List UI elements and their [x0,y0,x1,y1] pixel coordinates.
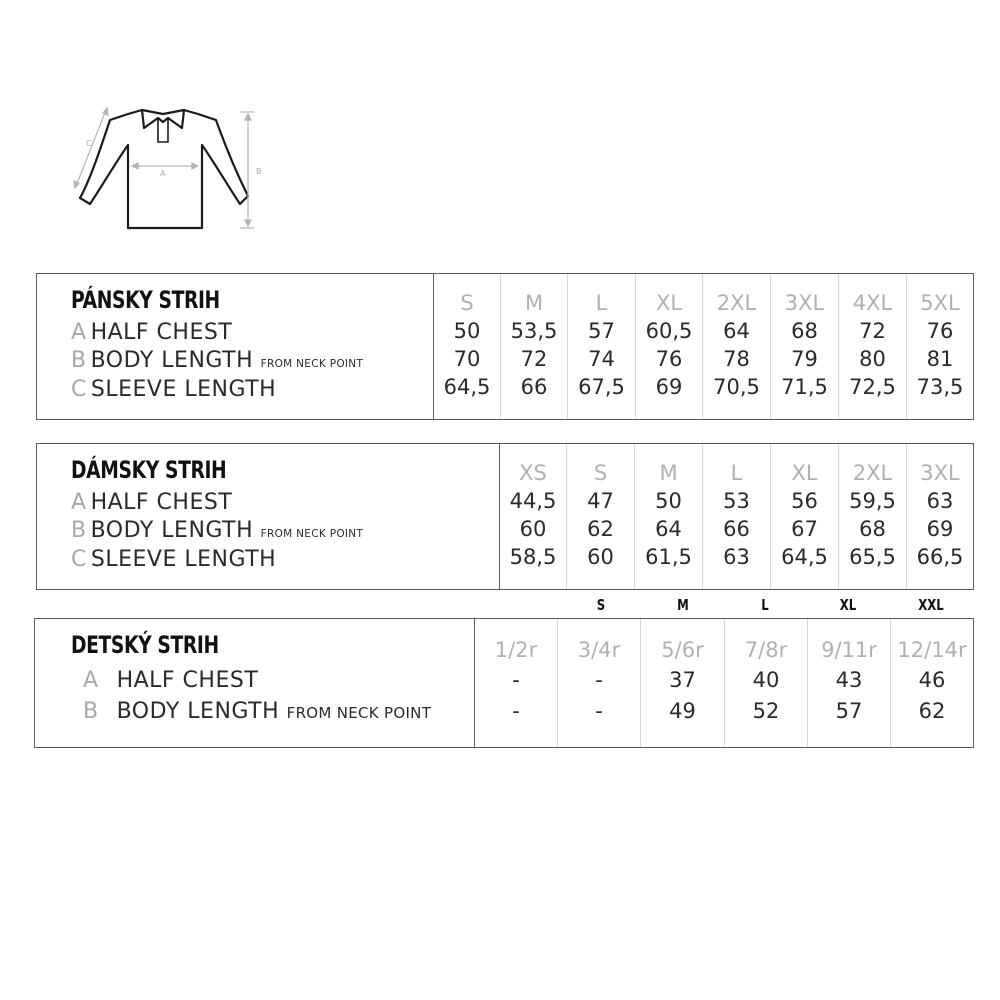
womens-body-length-value: 69 [926,517,954,541]
mens-size-column [434,274,501,419]
womens-size-column [635,444,703,589]
mens-size-header: 5XL [920,291,960,315]
mens-label-column [37,274,434,419]
womens-size-header: L [730,461,743,485]
mens-sleeve-length-value: 71,5 [781,375,828,399]
kids-half-chest-value: 40 [752,668,780,692]
mens-sleeve-length-value: 73,5 [916,375,964,399]
kids-half-chest-value: 37 [669,668,696,692]
mens-size-header: M [524,291,544,315]
womens-label-column [37,444,500,589]
mens-sleeve-length-value: 66 [520,375,548,399]
womens-size-header: XS [519,461,547,485]
kids-half-chest-value: - [512,668,520,692]
kids-size-column [725,619,808,747]
womens-size-column [567,444,635,589]
kids-alt-size-label: XXL [918,596,944,614]
kids-size-header: 5/6r [661,638,704,662]
womens-sleeve-length-value: 66,5 [916,545,964,569]
kids-half-chest-value: 43 [835,668,863,692]
mens-size-column [501,274,568,419]
kids-half-chest-value: 46 [918,668,946,692]
mens-size-column [771,274,839,419]
mens-body-length-value: 80 [859,347,886,371]
mens-body-length-value: 79 [791,347,818,371]
womens-section-title: DÁMSKY STRIH [71,456,227,484]
kids-size-header: 12/14r [897,638,967,662]
womens-body-length-value: 60 [519,517,547,541]
kids-size-header: 9/11r [821,638,877,662]
womens-body-length-value: 64 [655,517,682,541]
shirt-diagram-icon [60,100,280,235]
mens-sleeve-length-value: 67,5 [578,375,625,399]
mens-section-title: PÁNSKY STRIH [71,286,220,314]
mens-half-chest-value: 50 [453,319,481,343]
mens-size-column [703,274,771,419]
mens-sleeve-length-value: 70,5 [713,375,760,399]
womens-half-chest-value: 50 [655,489,682,513]
kids-body-length-value: 57 [835,699,863,723]
womens-half-chest-value: 44,5 [509,489,557,513]
womens-size-column [703,444,771,589]
mens-size-table [36,273,974,420]
diagram-label-c: C [86,139,92,148]
kids-size-table [34,618,974,748]
womens-sleeve-length-value: 58,5 [509,545,557,569]
womens-row-label-body-length: B BODY LENGTH FROM NECK POINT [71,518,364,543]
mens-sleeve-length-value: 69 [655,375,683,399]
womens-half-chest-value: 47 [587,489,614,513]
womens-half-chest-value: 63 [926,489,954,513]
mens-body-length-value: 74 [588,347,615,371]
womens-sleeve-length-value: 63 [723,545,750,569]
mens-row-label-half-chest: A HALF CHEST [71,320,233,345]
womens-half-chest-value: 53 [723,489,750,513]
womens-body-length-value: 68 [859,517,886,541]
mens-size-header: 2XL [716,291,757,315]
mens-body-length-value: 78 [723,347,750,371]
kids-size-column [891,619,973,747]
mens-half-chest-value: 72 [859,319,886,343]
kids-size-column [641,619,725,747]
womens-body-length-value: 62 [587,517,614,541]
womens-sleeve-length-value: 65,5 [849,545,896,569]
mens-half-chest-value: 57 [588,319,615,343]
mens-size-column [907,274,973,419]
kids-alt-size-label: XL [839,596,857,614]
kids-body-length-value: - [512,699,520,723]
kids-body-length-value: 62 [918,699,946,723]
womens-sleeve-length-value: 64,5 [781,545,828,569]
kids-alt-size-label: S [596,596,606,614]
womens-size-header: XL [791,461,818,485]
mens-size-header: XL [655,291,683,315]
mens-body-length-value: 81 [926,347,954,371]
mens-size-column [568,274,636,419]
womens-size-column [907,444,973,589]
womens-row-label-half-chest: A HALF CHEST [71,490,233,515]
kids-body-length-value: 52 [752,699,780,723]
kids-row-label-half-chest: A HALF CHEST [83,668,259,693]
kids-row-label-body-length: B BODY LENGTH FROM NECK POINT [83,699,432,724]
womens-sleeve-length-value: 61,5 [645,545,692,569]
kids-size-header: 7/8r [744,638,788,662]
mens-half-chest-value: 60,5 [645,319,693,343]
mens-half-chest-value: 68 [791,319,818,343]
mens-sleeve-length-value: 72,5 [849,375,896,399]
mens-size-column [636,274,703,419]
mens-half-chest-value: 53,5 [510,319,558,343]
womens-size-column [771,444,839,589]
mens-half-chest-value: 64 [723,319,750,343]
mens-half-chest-value: 76 [926,319,954,343]
kids-section-title: DETSKÝ STRIH [71,631,219,659]
kids-size-column [558,619,641,747]
womens-half-chest-value: 59,5 [849,489,896,513]
diagram-label-a: A [160,169,166,178]
kids-alt-size-label: M [677,596,689,614]
womens-sleeve-length-value: 60 [587,545,614,569]
mens-size-header: 3XL [784,291,825,315]
mens-size-header: S [460,291,474,315]
womens-size-column [500,444,567,589]
womens-body-length-value: 66 [723,517,750,541]
kids-size-column [475,619,558,747]
womens-size-header: 3XL [920,461,960,485]
kids-alt-size-label: L [761,596,769,614]
womens-size-column [839,444,907,589]
mens-sleeve-length-value: 64,5 [443,375,491,399]
womens-size-header: M [659,461,678,485]
kids-size-column [808,619,891,747]
kids-size-header: 1/2r [494,638,538,662]
kids-body-length-value: 49 [669,699,696,723]
womens-size-table [36,443,974,590]
womens-size-header: 2XL [852,461,893,485]
mens-body-length-value: 70 [453,347,481,371]
kids-size-header: 3/4r [577,638,621,662]
womens-row-label-sleeve-length: C SLEEVE LENGTH [71,547,277,572]
kids-label-column [35,619,475,747]
mens-size-header: L [595,291,608,315]
mens-row-label-body-length: B BODY LENGTH FROM NECK POINT [71,348,364,373]
mens-body-length-value: 72 [520,347,548,371]
womens-half-chest-value: 56 [791,489,818,513]
mens-size-header: 4XL [852,291,893,315]
womens-body-length-value: 67 [791,517,818,541]
diagram-label-b: B [256,167,262,176]
womens-size-header: S [593,461,608,485]
kids-body-length-value: - [595,699,603,723]
mens-body-length-value: 76 [655,347,683,371]
kids-half-chest-value: - [595,668,603,692]
mens-size-column [839,274,907,419]
mens-row-label-sleeve-length: C SLEEVE LENGTH [71,377,277,402]
